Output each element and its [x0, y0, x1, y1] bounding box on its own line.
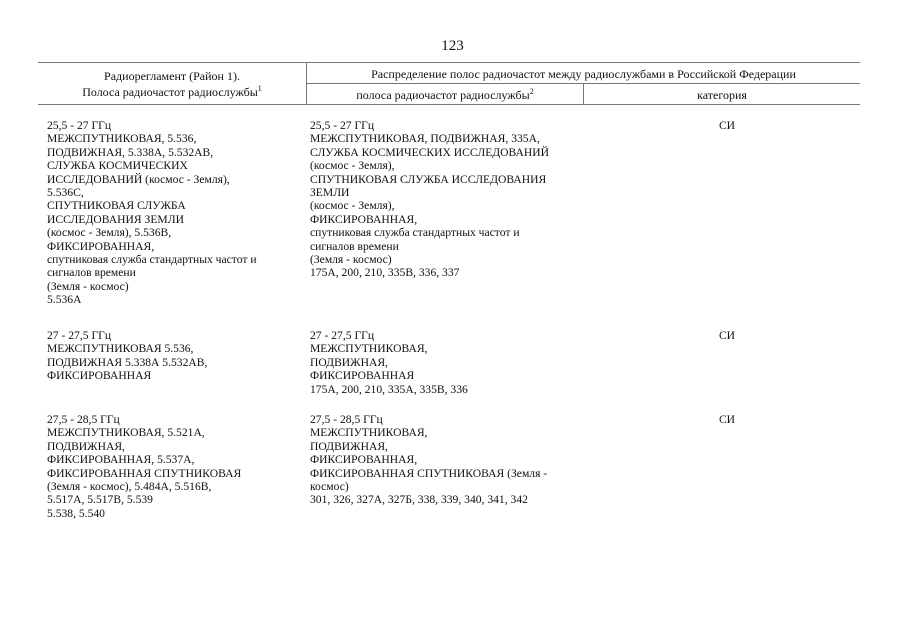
table-top-rule: [38, 62, 860, 63]
header-band-cell: [307, 87, 583, 103]
row3-left-cell: 27,5 - 28,5 ГГц МЕЖСПУТНИКОВАЯ, 5.521А, ПОДВИЖНАЯ, ФИКСИРОВАННАЯ, 5.537А, ФИКСИРОВАННАЯ СПУТНИКОВАЯ (Земля - космос), 5.484А, 5.516В, 5.517А, 5.517В, 5.539 5.538, 5.540: [47, 413, 242, 520]
header-left-cell: [38, 68, 306, 100]
header-right-top: [307, 66, 860, 82]
row2-middle-cell: 27 - 27,5 ГГц МЕЖСПУТНИКОВАЯ, ПОДВИЖНАЯ, ФИКСИРОВАННАЯ 175А, 200, 210, 335А, 335В, 336: [310, 329, 468, 396]
row1-middle-cell: 25,5 - 27 ГГц МЕЖСПУТНИКОВАЯ, ПОДВИЖНАЯ, 335А, СЛУЖБА КОСМИЧЕСКИХ ИССЛЕДОВАНИЙ (космос - Земля), СПУТНИКОВАЯ СЛУЖБА ИССЛЕДОВАНИЯ ЗЕМЛИ (космос - Земля), ФИКСИРОВАННАЯ, спутниковая служба стандартных частот и сигналов времени (Земля - космос) 175А, 200, 210, 335В, 336, 337: [310, 119, 550, 280]
header-category-cell: [584, 87, 860, 103]
header-category-label: категория: [697, 88, 747, 102]
row2-category: СИ: [718, 329, 736, 342]
header-left-line2: Полоса радиочастот радиослужбы: [82, 85, 258, 99]
header-band-footnote: 2: [529, 87, 534, 96]
row1-left-cell: 25,5 - 27 ГГц МЕЖСПУТНИКОВАЯ, 5.536, ПОДВИЖНАЯ, 5.338А, 5.532АВ, СЛУЖБА КОСМИЧЕСКИХ ИССЛЕДОВАНИЙ (космос - Земля), 5.536С, СПУТНИКОВАЯ СЛУЖБА ИССЛЕДОВАНИЯ ЗЕМЛИ (космос - Земля), 5.536В, ФИКСИРОВАННАЯ, спутниковая служба стандартных частот и сигналов времени (Земля - космос) 5.536А: [47, 119, 257, 307]
header-bottom-rule: [38, 104, 860, 105]
header-band-label: полоса радиочастот радиослужбы: [356, 88, 530, 102]
header-left-line1: Радиорегламент (Район 1).: [104, 69, 240, 83]
header-right-top-label: Распределение полос радиочастот между радиослужбами в Российской Федерации: [371, 67, 796, 81]
row3-middle-cell: 27,5 - 28,5 ГГц МЕЖСПУТНИКОВАЯ, ПОДВИЖНАЯ, ФИКСИРОВАННАЯ, ФИКСИРОВАННАЯ СПУТНИКОВАЯ (Земля - космос) 301, 326, 327А, 327Б, 338, 339, 340, 341, 342: [310, 413, 548, 507]
row1-category: СИ: [718, 119, 736, 132]
row2-left-cell: 27 - 27,5 ГГц МЕЖСПУТНИКОВАЯ 5.536, ПОДВИЖНАЯ 5.338А 5.532АВ, ФИКСИРОВАННАЯ: [47, 329, 208, 383]
header-left-footnote: 1: [257, 84, 262, 93]
page-number: 123: [441, 38, 464, 54]
row3-category: СИ: [718, 413, 736, 426]
